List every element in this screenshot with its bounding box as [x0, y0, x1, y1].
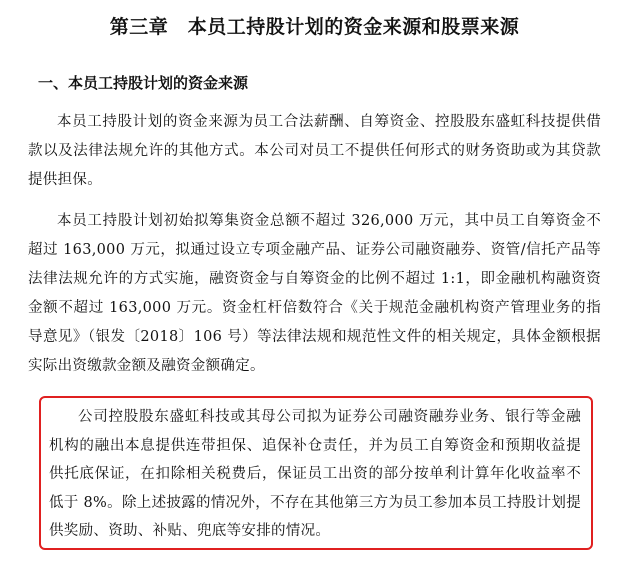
paragraph-funding-amount: 本员工持股计划初始拟筹集资金总额不超过 326,000 万元，其中员工自筹资金不超过 163,000 万元，拟通过设立专项金融产品、证券公司融资融券、资管/信托产品等法律法规允许的方式实施，融资资金与自筹资金的比例不超过 1:1，即金融机构融资资金额不超过 163,000 万元。资金杠杆倍数符合《关于规范金融机构资产管理业务的指导意见》（银发〔2018〕106 号）等法律法规和规范性文件的相关规定，具体金额根据实际出资缴款金额及融资金额确定。 — [28, 213, 601, 374]
chapter-title: 第三章 本员工持股计划的资金来源和股票来源 — [109, 16, 520, 38]
paragraph-guarantee: 公司控股股东盛虹科技或其母公司拟为证券公司融资融券业务、银行等金融机构的融出本息提供连带担保、追保补仓责任，并为员工自筹资金和预期收益提供托底保证，在扣除相关税费后，保证员工出资的部分按单利计算年化收益率不低于 8%。除上述披露的情况外，不存在其他第三方为员工参加本员工持股计划提供奖励、资助、补贴、兜底等安排的情况。 — [49, 409, 581, 539]
paragraph-funding-sources: 本员工持股计划的资金来源为员工合法薪酬、自筹资金、控股股东盛虹科技提供借款以及法律法规允许的其他方式。本公司对员工不提供任何形式的财务资助或为其贷款提供担保。 — [28, 114, 601, 188]
section-title: 一、本员工持股计划的资金来源 — [38, 74, 249, 92]
highlight-box — [39, 396, 593, 550]
